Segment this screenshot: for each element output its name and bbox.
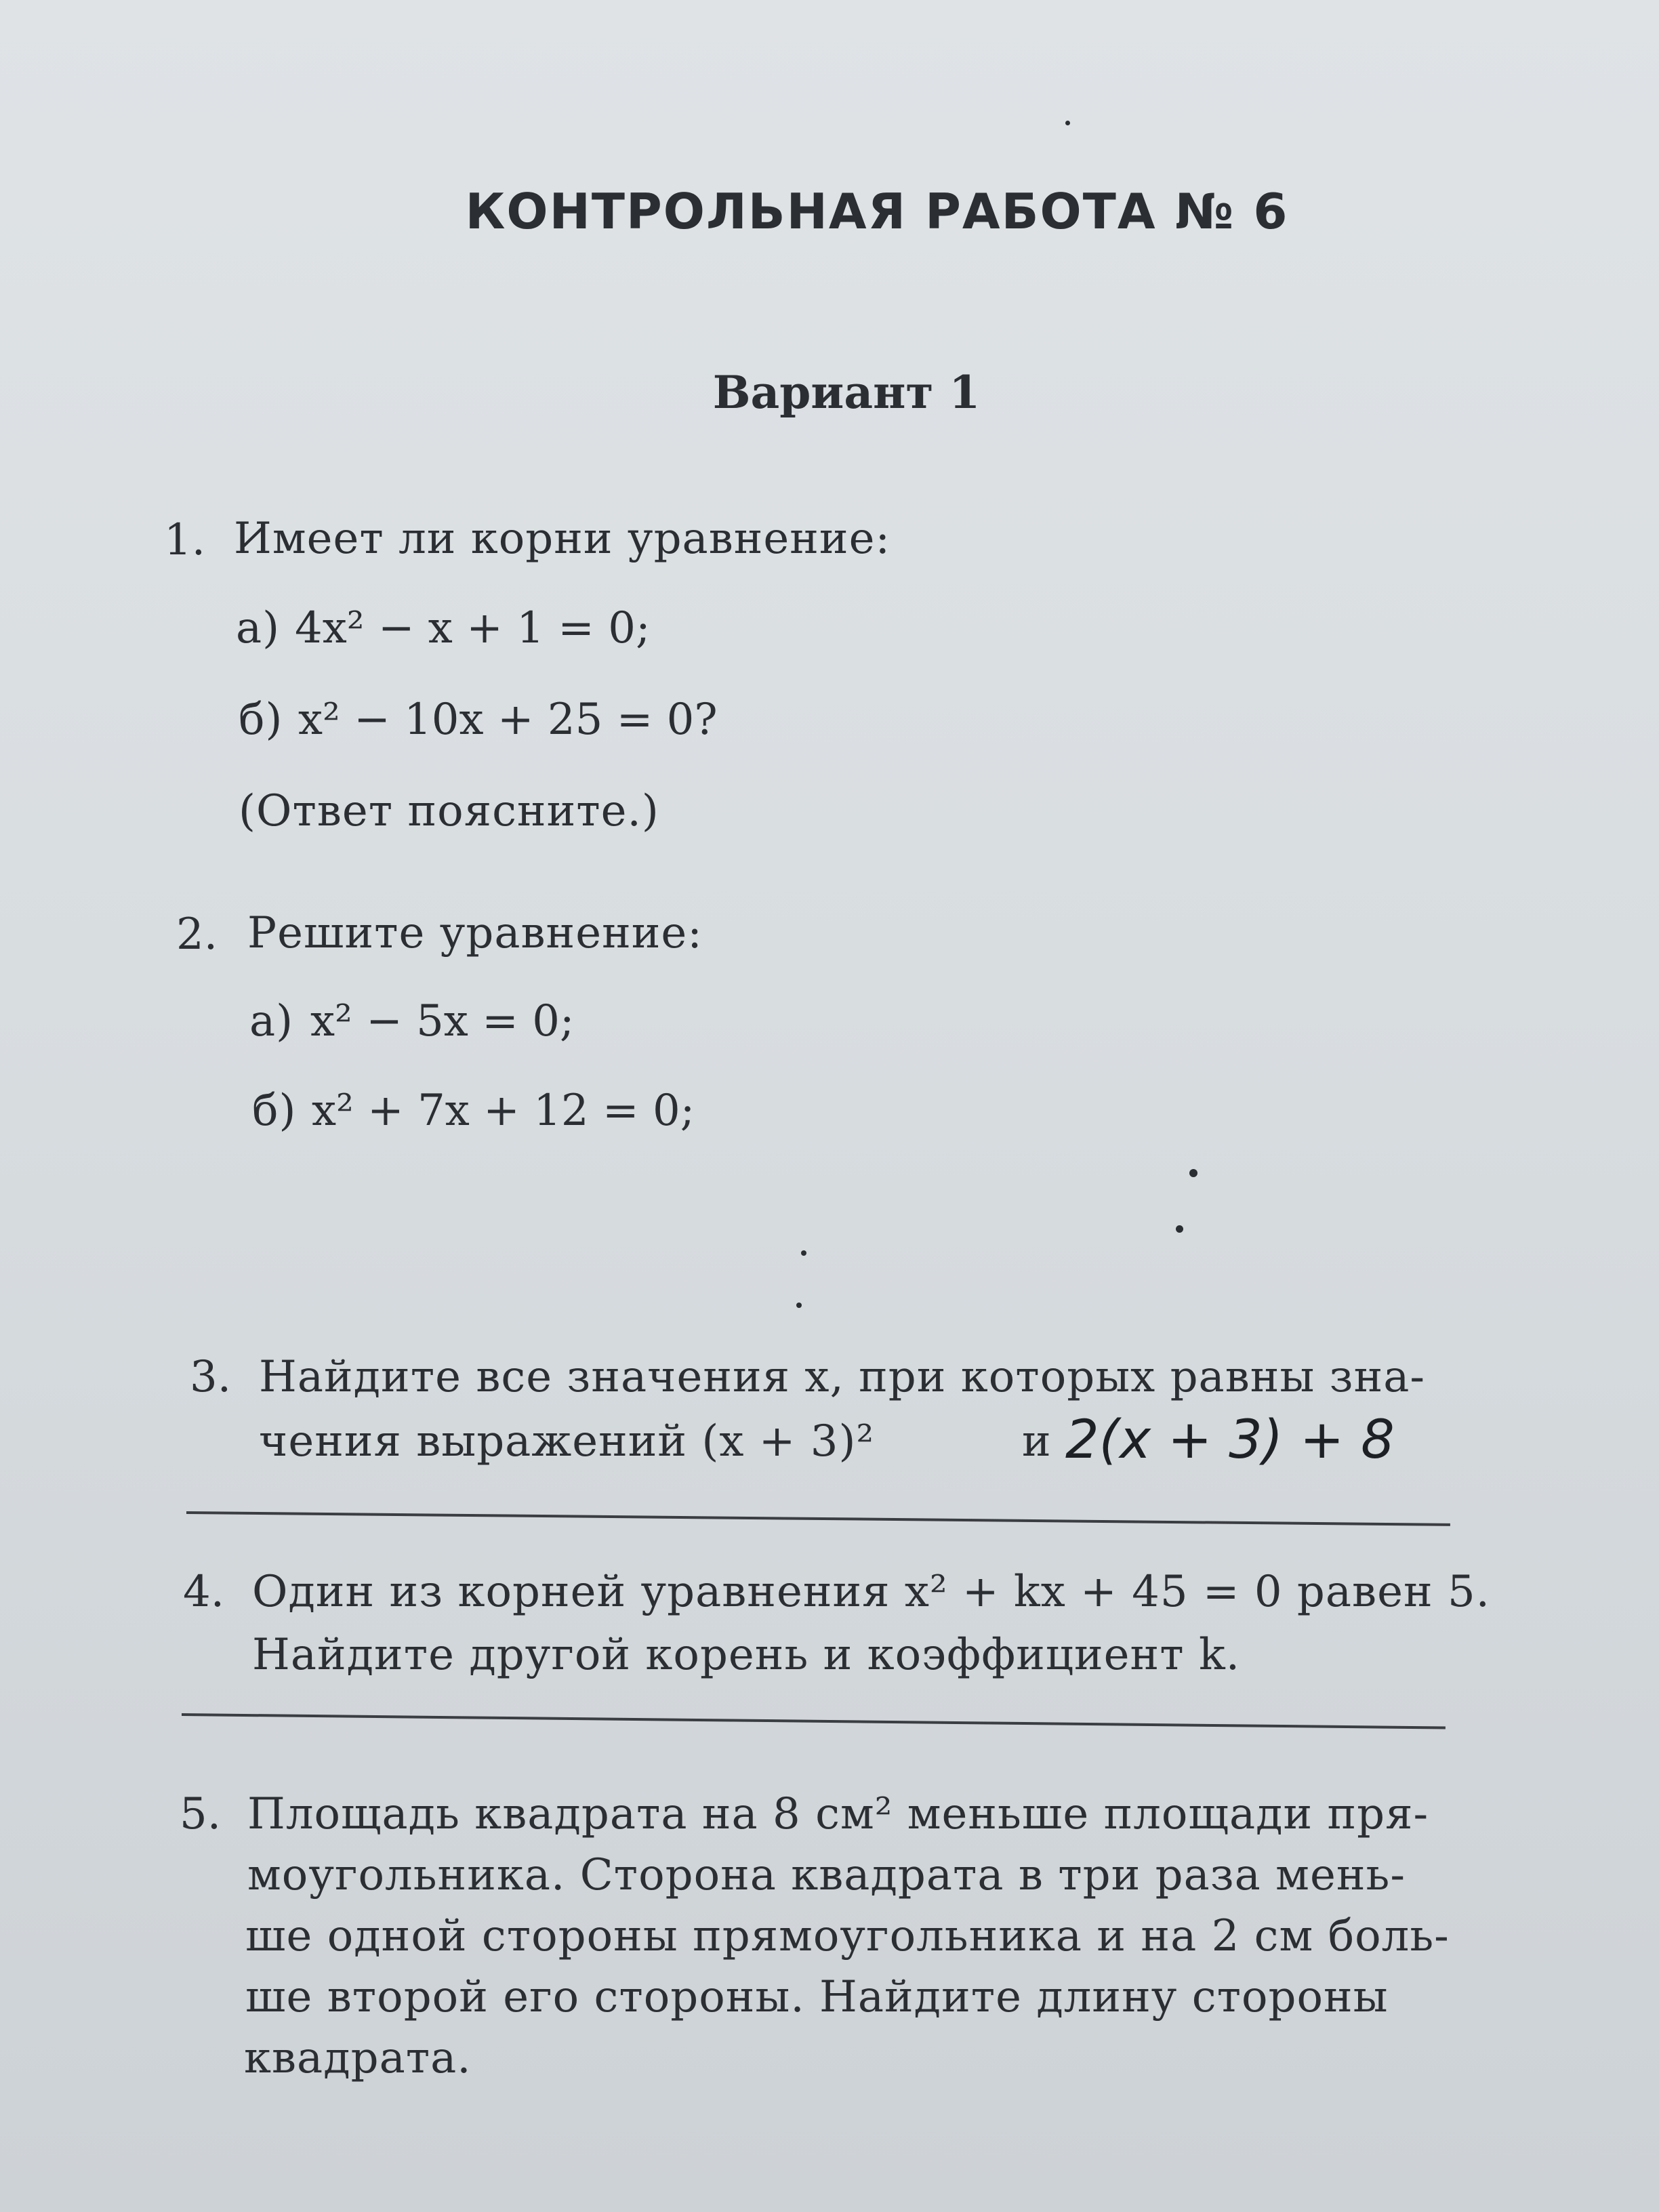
ink-speck xyxy=(1176,1225,1183,1233)
task2-text: Решите уравнение: xyxy=(247,908,703,958)
divider-rule-2 xyxy=(182,1713,1446,1729)
task5-line3: ше одной стороны прямоугольника и на 2 см боль- xyxy=(245,1911,1450,1961)
task3-line2: чения выражений (x + 3)² xyxy=(259,1416,875,1467)
task1-a-equation: 4x² − x + 1 = 0; xyxy=(295,603,651,653)
divider-rule-1 xyxy=(186,1511,1450,1526)
task3-number: 3. xyxy=(190,1352,232,1402)
ink-speck xyxy=(796,1303,802,1308)
page-title: КОНТРОЛЬНАЯ РАБОТА № 6 xyxy=(465,183,1289,240)
task5-line4: ше второй его стороны. Найдите длину стороны xyxy=(245,1972,1389,2022)
task1-note: (Ответ поясните.) xyxy=(239,786,659,836)
task4-line1: Один из корней уравнения x² + kx + 45 = 0 равен 5. xyxy=(252,1567,1490,1617)
task1-b-label: б) xyxy=(239,695,283,745)
ink-speck xyxy=(801,1250,806,1256)
task2-b-equation: x² + 7x + 12 = 0; xyxy=(312,1086,695,1136)
task1-a-label: а) xyxy=(236,603,281,653)
task4-line2: Найдите другой корень и коэффициент k. xyxy=(252,1630,1241,1680)
task2-a-equation: x² − 5x = 0; xyxy=(310,996,575,1046)
task5-line2: моугольника. Сторона квадрата в три раза мень- xyxy=(247,1850,1406,1900)
task2-number: 2. xyxy=(176,909,218,960)
task4-number: 4. xyxy=(183,1567,225,1617)
ink-speck xyxy=(1065,121,1070,125)
task1-b-equation: x² − 10x + 25 = 0? xyxy=(298,695,718,745)
task5-number: 5. xyxy=(180,1789,222,1839)
task5-line5: квадрата. xyxy=(244,2033,472,2083)
task2-a-label: а) xyxy=(249,996,294,1046)
variant-heading: Вариант 1 xyxy=(712,366,981,419)
task3-line1: Найдите все значения x, при которых равны зна- xyxy=(259,1352,1425,1402)
task2-b-label: б) xyxy=(252,1086,297,1136)
ink-speck xyxy=(1189,1169,1197,1177)
task1-number: 1. xyxy=(164,515,206,565)
task1-text: Имеет ли корни уравнение: xyxy=(234,514,890,564)
task5-line1: Площадь квадрата на 8 см² меньше площади пря- xyxy=(247,1789,1429,1839)
task3-handwritten-expression: 2(x + 3) + 8 xyxy=(1065,1410,1395,1471)
task3-conjunction: и xyxy=(1022,1416,1052,1467)
